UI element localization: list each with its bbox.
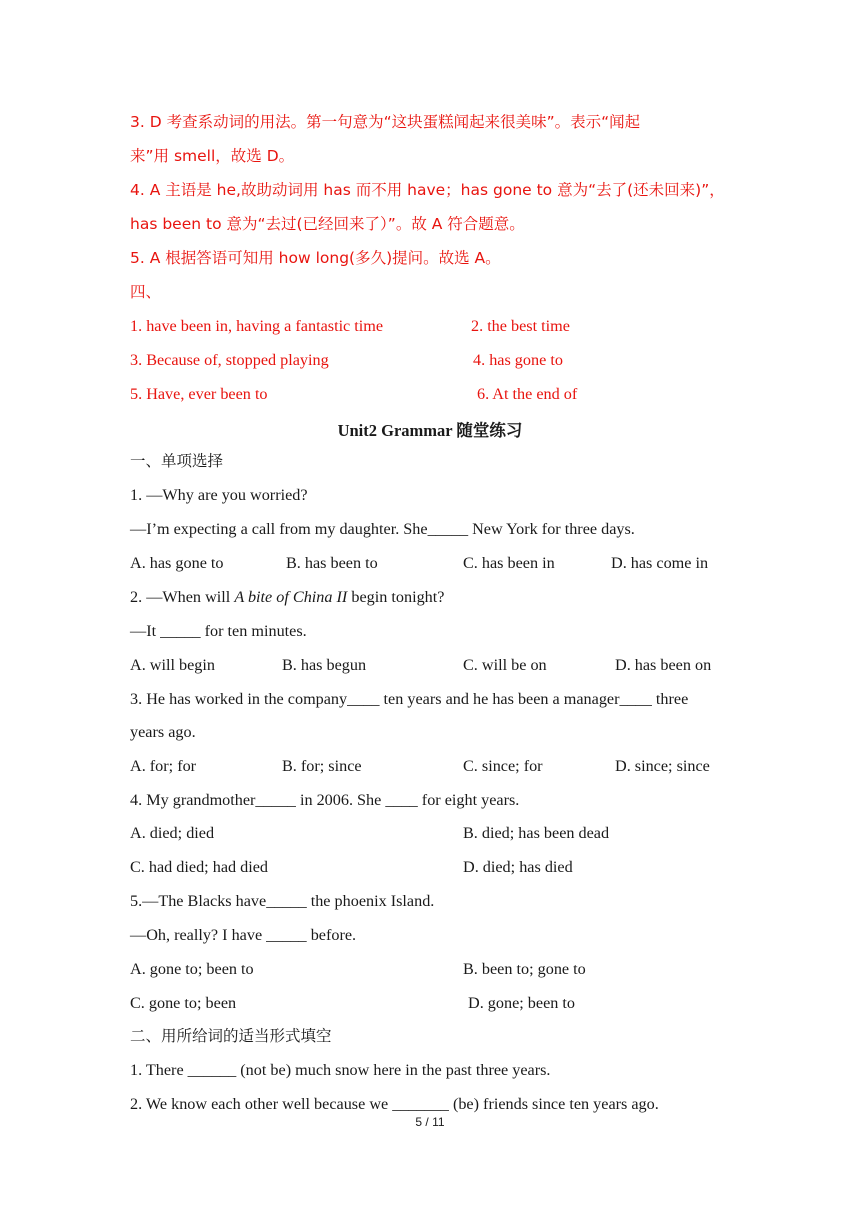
answer-5: 5. A 根据答语可知用 how long(多久)提问。故选 A。 xyxy=(130,249,501,267)
fill-answer-5: 5. Have, ever been to xyxy=(130,385,268,403)
page-number: 5 / 11 xyxy=(415,1115,445,1129)
q5-option-a: A. gone to; been to xyxy=(130,960,254,978)
s2-q1: 1. There ______ (not be) much snow here in the past three years. xyxy=(130,1061,551,1079)
q2-stem-pre: 2. —When will xyxy=(130,588,235,606)
q2-option-b: B. has begun xyxy=(282,656,367,674)
q2-option-d: D. has been on xyxy=(615,656,712,674)
q3-stem: 3. He has worked in the company____ ten years and he has been a manager____ three xyxy=(130,690,689,708)
q2-option-c: C. will be on xyxy=(463,656,547,674)
answer-3-line-2: 来”用 smell，故选 D。 xyxy=(130,147,295,165)
q5-option-d: D. gone; been to xyxy=(468,994,575,1012)
q5-stem: 5.—The Blacks have_____ the phoenix Island. xyxy=(130,892,435,910)
q1-option-c: C. has been in xyxy=(463,554,555,572)
q4-option-a: A. died; died xyxy=(130,824,215,842)
q3-line-2: years ago. xyxy=(130,723,196,741)
q2-stem-post: begin tonight? xyxy=(347,588,445,606)
q3-option-a: A. for; for xyxy=(130,757,197,775)
q2-line-2: —It _____ for ten minutes. xyxy=(130,622,307,640)
q2-option-a: A. will begin xyxy=(130,656,215,674)
q5-line-2: —Oh, really? I have _____ before. xyxy=(130,926,357,944)
q1-option-b: B. has been to xyxy=(286,554,378,572)
page-title: Unit2 Grammar 随堂练习 xyxy=(337,421,523,440)
q2-stem-title: A bite of China II xyxy=(234,588,348,606)
q3-option-d: D. since; since xyxy=(615,757,710,775)
q5-option-b: B. been to; gone to xyxy=(463,960,586,978)
section-2-heading: 二、用所给词的适当形式填空 xyxy=(130,1027,332,1045)
answer-4-line-2: has been to 意为“去过(已经回来了）”。故 A 符合题意。 xyxy=(130,215,525,233)
fill-answer-1: 1. have been in, having a fantastic time xyxy=(130,317,384,335)
q2-stem xyxy=(130,587,444,607)
section-4-heading: 四、 xyxy=(130,283,162,301)
q4-option-b: B. died; has been dead xyxy=(463,824,610,842)
fill-answer-2: 2. the best time xyxy=(471,317,570,335)
section-1-heading: 一、单项选择 xyxy=(130,452,224,470)
q1-option-d: D. has come in xyxy=(611,554,709,572)
q1-option-a: A. has gone to xyxy=(130,554,224,572)
q1-stem: 1. —Why are you worried? xyxy=(130,486,308,504)
q1-line-2: —I’m expecting a call from my daughter. She_____ New York for three days. xyxy=(130,520,635,538)
q3-option-c: C. since; for xyxy=(463,757,543,775)
fill-answer-4: 4. has gone to xyxy=(473,351,563,369)
q3-option-b: B. for; since xyxy=(282,757,362,775)
fill-answer-6: 6. At the end of xyxy=(477,385,578,403)
q4-option-d: D. died; has died xyxy=(463,858,573,876)
answer-3-line-1: 3. D 考查系动词的用法。第一句意为“这块蛋糕闻起来很美味”。表示“闻起 xyxy=(130,113,641,131)
q4-option-c: C. had died; had died xyxy=(130,858,269,876)
fill-answer-3: 3. Because of, stopped playing xyxy=(130,351,329,369)
answer-4-line-1: 4. A 主语是 he,故助动词用 has 而不用 have；has gone to 意为“去了(还未回来)”， xyxy=(130,181,725,199)
q5-option-c: C. gone to; been xyxy=(130,994,237,1012)
s2-q2: 2. We know each other well because we _______ (be) friends since ten years ago. xyxy=(130,1095,659,1113)
q4-stem: 4. My grandmother_____ in 2006. She ____ for eight years. xyxy=(130,791,520,809)
